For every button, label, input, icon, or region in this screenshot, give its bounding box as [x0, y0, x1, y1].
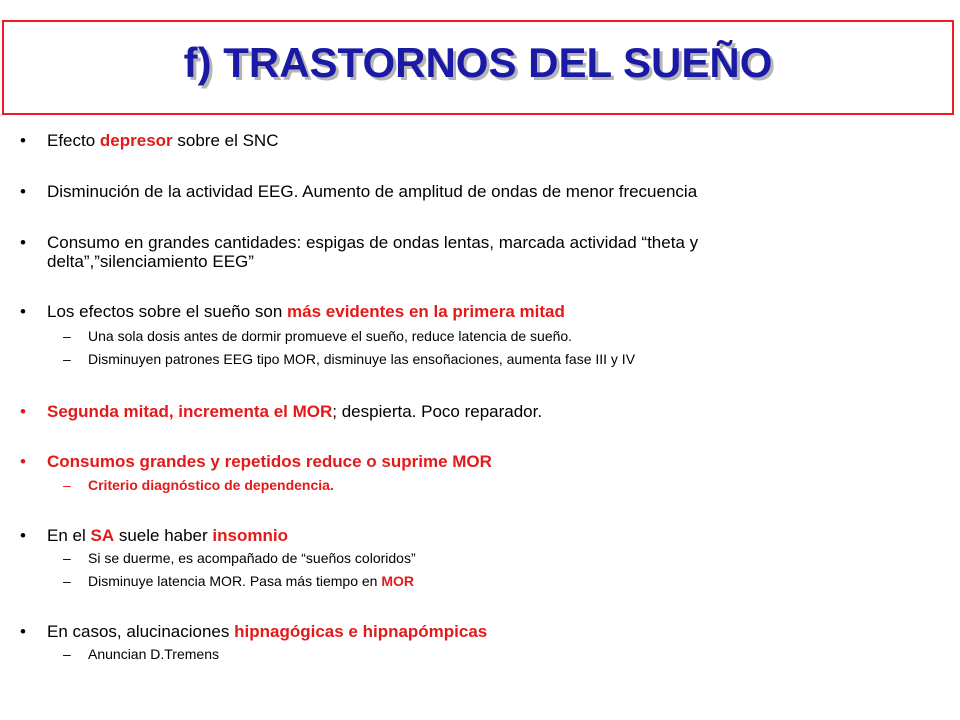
sub-bullet-text: Anuncian D.Tremens: [88, 646, 219, 662]
bullet-text-7: [47, 526, 907, 546]
sub-bullet-marker: –: [63, 328, 71, 344]
highlight-text: Segunda mitad, incrementa el MOR: [47, 402, 333, 421]
bullet-text-3-line-1: Consumo en grandes cantidades: espigas de ondas lentas, marcada actividad “theta y: [47, 233, 699, 252]
text-segment: En casos, alucinaciones: [47, 622, 235, 641]
highlight-text: hipnagógicas e hipnapómpicas: [234, 622, 488, 641]
sub-bullet-text: Si se duerme, es acompañado de “sueños coloridos”: [88, 550, 416, 566]
bullet-text-2: Disminución de la actividad EEG. Aumento de amplitud de ondas de menor frecuencia: [47, 182, 698, 201]
bullet-text-4: [47, 302, 907, 322]
sub-bullet-marker: –: [63, 646, 71, 662]
sub-bullet-marker: –: [63, 550, 71, 566]
text-segment: suele haber: [114, 526, 213, 545]
text-segment: En el: [47, 526, 91, 545]
bullet-text-3-line-2: delta”,”silenciamiento EEG”: [47, 252, 254, 271]
slide-title: f) TRASTORNOS DEL SUEÑO: [183, 39, 773, 86]
bullet-marker: •: [20, 131, 26, 150]
sub-bullet-marker: –: [63, 573, 71, 589]
highlight-text: más evidentes en la primera mitad: [287, 302, 565, 321]
bullet-marker: •: [20, 182, 26, 201]
text-segment: ; despierta. Poco reparador.: [332, 402, 543, 421]
bullet-text-8: [47, 622, 907, 642]
bullet-marker: •: [20, 233, 26, 252]
bullet-marker: •: [20, 302, 26, 321]
bullet-marker: •: [20, 622, 26, 641]
highlight-text: MOR: [381, 573, 415, 589]
text-segment: sobre el SNC: [172, 131, 279, 150]
sub-bullet-text: Una sola dosis antes de dormir promueve el sueño, reduce latencia de sueño.: [88, 328, 573, 344]
bullet-marker: •: [20, 452, 26, 471]
text-segment: Efecto: [47, 131, 100, 150]
text-segment: Disminuye latencia MOR. Pasa más tiempo en: [88, 573, 382, 589]
sub-bullet-marker: –: [63, 351, 71, 367]
highlight-text: SA: [90, 526, 115, 545]
text-segment: Los efectos sobre el sueño son: [47, 302, 288, 321]
sub-bullet-marker: –: [63, 477, 71, 493]
highlight-text: insomnio: [212, 526, 288, 545]
bullet-text-5: [47, 402, 907, 422]
sub-bullet-text: Disminuyen patrones EEG tipo MOR, disminuye las ensoñaciones, aumenta fase III y IV: [88, 351, 636, 367]
bullet-text-6: Consumos grandes y repetidos reduce o suprime MOR: [47, 452, 492, 471]
sub-bullet-text: [88, 572, 908, 590]
bullet-marker: •: [20, 526, 26, 545]
sub-bullet-text: Criterio diagnóstico de dependencia.: [88, 477, 334, 493]
bullet-text-1: [47, 131, 907, 151]
bullet-marker: •: [20, 402, 26, 421]
highlight-text: depresor: [99, 131, 173, 150]
